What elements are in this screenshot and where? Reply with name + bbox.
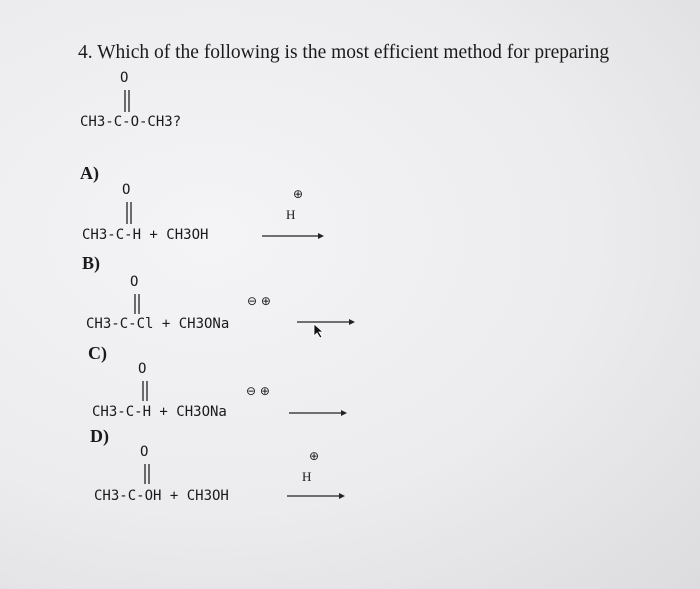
option-d-double-bond	[142, 464, 152, 486]
option-d-reactants: CH3-C-OH + CH3OH	[94, 488, 229, 504]
option-d-oxygen: O	[140, 444, 149, 460]
option-a-plus-icon: ⊕	[293, 187, 304, 201]
option-d-label: D)	[90, 426, 109, 446]
option-c-arrow-icon	[289, 408, 347, 418]
target-formula: CH3-C-O-CH3?	[80, 114, 182, 130]
question-text: 4. Which of the following is the most efficient method for preparing	[78, 42, 610, 63]
option-c-label: C)	[88, 343, 107, 363]
option-c-double-bond	[140, 381, 150, 403]
option-a-reactants: CH3-C-H + CH3OH	[82, 227, 209, 243]
option-a-oxygen: O	[122, 182, 131, 198]
option-a-double-bond	[124, 202, 134, 226]
option-c-oxygen: O	[138, 361, 147, 377]
option-d-arrow-icon	[287, 491, 345, 501]
option-a-catalyst: H	[286, 207, 296, 222]
option-b-arrow-icon	[297, 317, 355, 327]
option-c-charges-icon: ⊖ ⊕	[246, 384, 270, 398]
option-d-catalyst: H	[302, 469, 312, 484]
option-b-oxygen: O	[130, 274, 139, 290]
option-b-double-bond	[132, 294, 142, 316]
option-b-charges-icon: ⊖ ⊕	[247, 294, 271, 308]
option-c-reactants: CH3-C-H + CH3ONa	[92, 404, 227, 420]
option-b-label: B)	[82, 253, 100, 273]
target-double-bond	[122, 90, 132, 114]
option-b-reactants: CH3-C-Cl + CH3ONa	[86, 316, 230, 332]
option-d-plus-icon: ⊕	[309, 449, 320, 463]
mouse-cursor-icon	[313, 323, 325, 339]
option-a-label: A)	[80, 163, 99, 183]
target-oxygen: O	[120, 70, 129, 86]
option-a-arrow-icon	[262, 231, 324, 241]
